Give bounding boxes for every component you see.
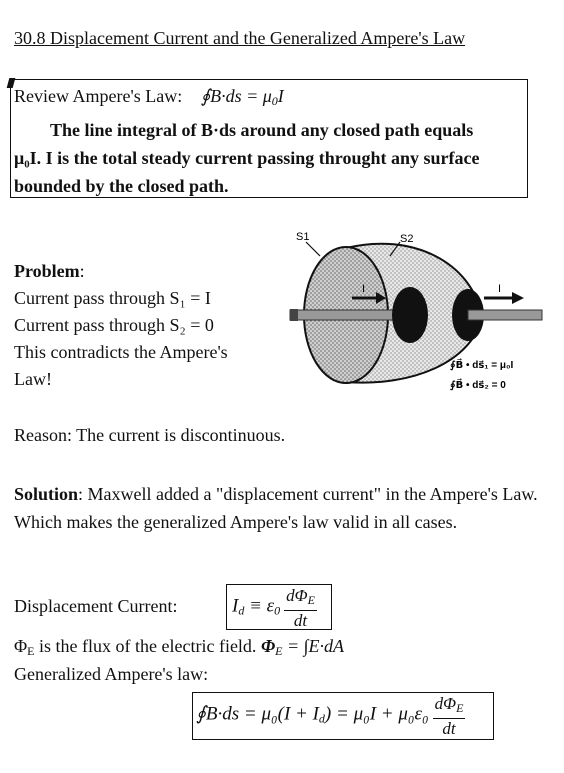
generalized-formula-part1: ∮B·ds = μ₀(I + I xyxy=(196,703,319,725)
displacement-formula xyxy=(232,586,317,630)
flux-symbol: Φ xyxy=(14,636,28,656)
displacement-eps-sub: 0 xyxy=(274,603,281,618)
current-label-right: I xyxy=(498,283,502,295)
flux-phi: Φ xyxy=(260,636,276,656)
problem-colon: : xyxy=(79,261,85,281)
flux-phi-sub: E xyxy=(275,644,283,658)
current-arrowhead-right xyxy=(512,292,524,304)
review-statement xyxy=(14,116,530,200)
equation-s2: ∮B⃗ • ds⃗₂ = 0 xyxy=(450,380,506,391)
review-line-3: bounded by the closed path. xyxy=(14,176,229,196)
flux-definition xyxy=(14,636,344,659)
displacement-den: dt xyxy=(293,611,308,630)
generalized-formula-part2: ) = μ₀I + μ₀ε₀ xyxy=(324,703,429,725)
flux-sub: E xyxy=(27,644,35,658)
problem-line-1: Current pass through S₁ = I xyxy=(14,288,211,308)
generalized-fraction xyxy=(433,694,466,738)
problem-section xyxy=(14,258,228,393)
ampere-formula-sub: 0 xyxy=(271,94,278,108)
s1-label: S1 xyxy=(296,231,310,243)
solution-label: Solution xyxy=(14,484,79,504)
solution-text: : Maxwell added a "displacement current" in the Ampere's Law. Which makes the generalized Ampere's law valid in all cases. xyxy=(14,484,538,532)
displacement-equiv: ≡ ε xyxy=(244,595,275,617)
displacement-num: dΦ xyxy=(286,586,308,605)
displacement-lhs: I xyxy=(232,595,239,617)
s2-label: S2 xyxy=(400,233,414,245)
generalized-label: Generalized Ampere's law: xyxy=(14,664,209,684)
ampere-formula xyxy=(201,86,284,106)
flux-equation: = ∫E·dA xyxy=(282,636,345,656)
problem-label: Problem xyxy=(14,261,80,281)
review-line-1: The line integral of B·ds around any closed path equals xyxy=(50,120,474,140)
problem-line-2: Current pass through S₂ = 0 xyxy=(14,315,214,335)
s1-leader xyxy=(306,242,320,256)
generalized-num-sub: E xyxy=(456,701,464,715)
displacement-lhs-sub: d xyxy=(238,603,245,618)
surface-diagram xyxy=(272,222,552,402)
displacement-fraction xyxy=(284,586,317,630)
capacitor-plate-left xyxy=(392,287,428,343)
generalized-num: dΦ xyxy=(434,694,457,713)
right-wire xyxy=(468,310,542,320)
displacement-num-sub: E xyxy=(307,593,315,607)
page-title: 30.8 Displacement Current and the Generalized Ampere's Law xyxy=(14,28,466,48)
current-label-left: I xyxy=(362,283,366,295)
generalized-den: dt xyxy=(442,719,456,738)
review-heading xyxy=(14,86,284,109)
solution-section xyxy=(14,480,554,536)
ampere-formula-left: ∮B·ds = μ xyxy=(200,86,272,106)
ampere-formula-right: I xyxy=(277,86,284,106)
wire-end xyxy=(290,309,298,321)
flux-description: is the flux of the electric field. xyxy=(34,636,261,656)
displacement-label: Displacement Current: xyxy=(14,596,178,616)
problem-line-4: Law! xyxy=(14,369,52,389)
review-label: Review Ampere's Law: xyxy=(14,86,183,106)
generalized-formula-sub: d xyxy=(318,711,325,726)
problem-line-3: This contradicts the Ampere's xyxy=(14,342,228,362)
reason-text: Reason: The current is discontinuous. xyxy=(14,425,286,445)
review-line-2: μ₀I. I is the total steady current passing throught any surface xyxy=(14,148,480,168)
equation-s1: ∮B⃗ • ds⃗₁ = μ₀I xyxy=(450,360,514,371)
generalized-formula xyxy=(196,694,465,738)
